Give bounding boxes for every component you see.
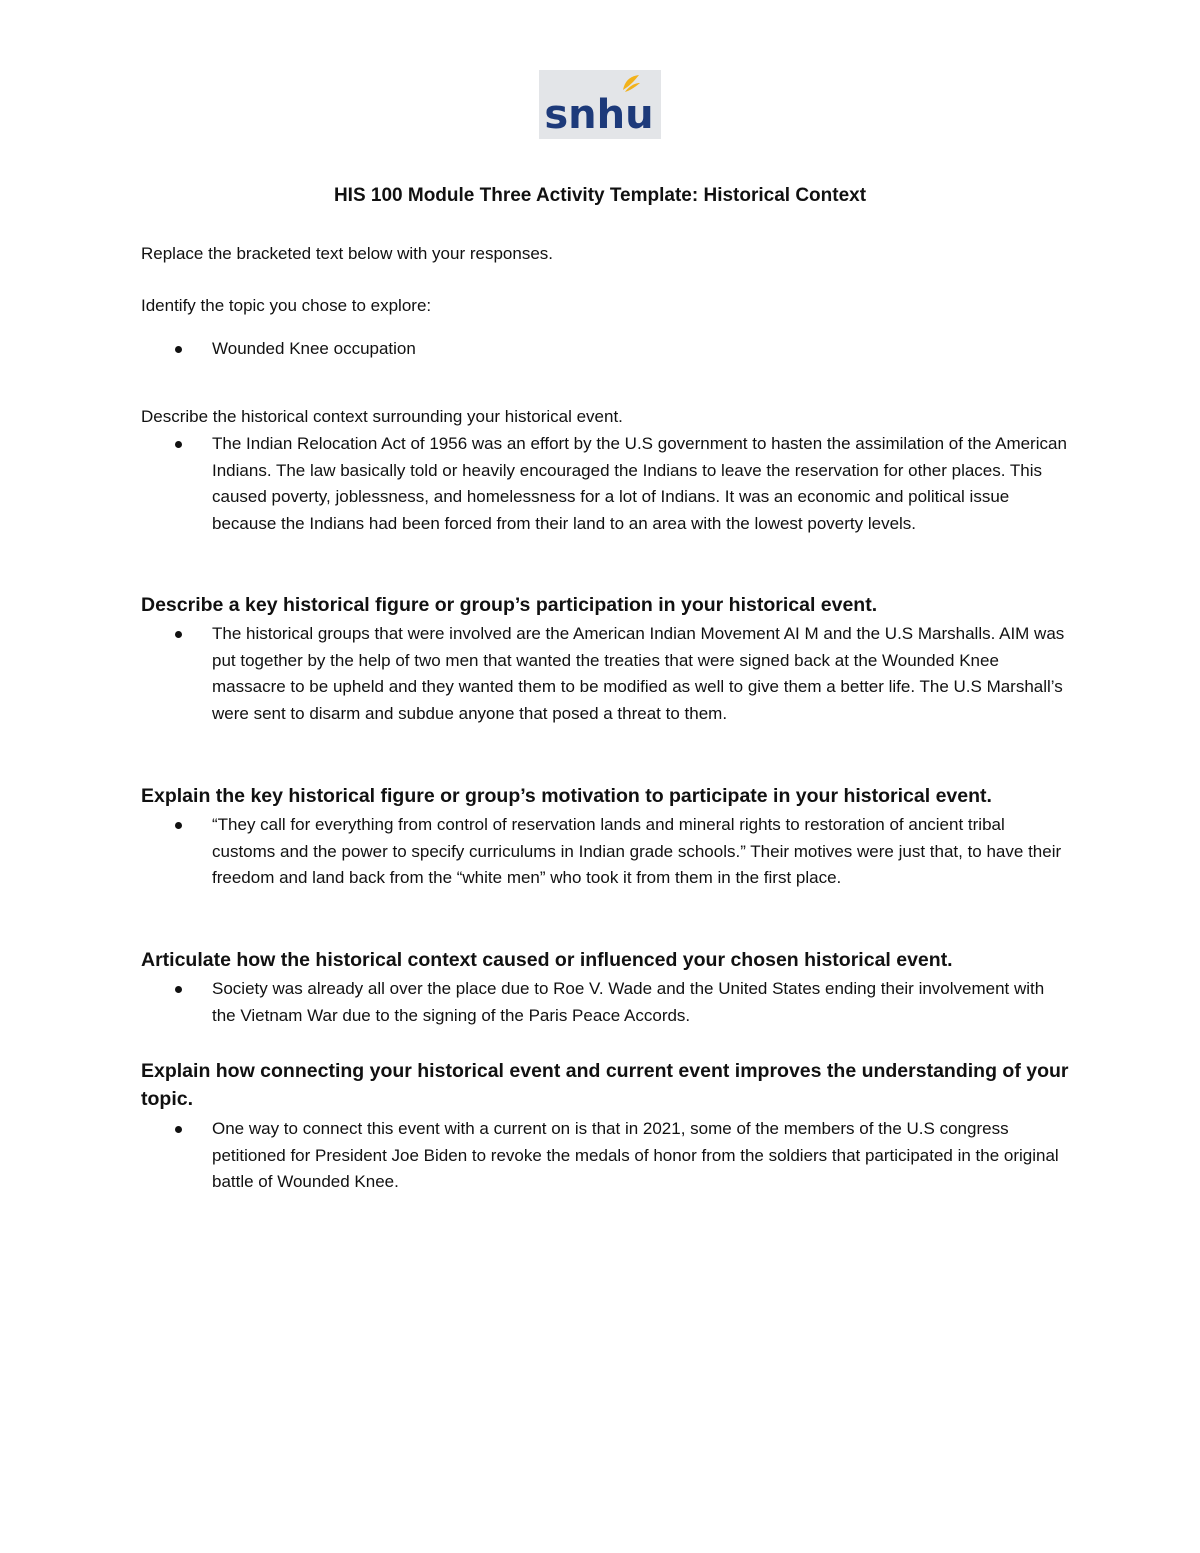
document-title: HIS 100 Module Three Activity Template: Historical Context — [333, 185, 867, 206]
list-item — [141, 812, 1071, 892]
section-prompt-context: Describe the historical context surrounding your historical event. — [141, 407, 623, 426]
section-prompt-topic: Identify the topic you chose to explore: — [141, 296, 432, 315]
list-item-text: Society was already all over the place due to Roe V. Wade and the United States ending their involvement with the Vietnam War due to the signing of the Paris Peace Accords. — [212, 979, 1045, 1025]
section-list-context — [141, 431, 1071, 537]
bullet-icon — [175, 986, 182, 993]
section-heading-motivation: Explain the key historical figure or group’s motivation to participate in your historical event. — [141, 785, 992, 807]
bullet-icon — [175, 441, 182, 448]
section-heading-connection: Explain how connecting your historical event and current event improves the understanding of your topic. — [141, 1060, 1069, 1110]
section-list-influence — [141, 976, 1071, 1029]
section-list-topic — [141, 336, 1071, 363]
list-item-text: “They call for everything from control of reservation lands and mineral rights to restoration of ancient tribal customs and the power to specify curriculums in Indian grade schools.” Their motives were just that, to have their freedom and land back from the “white men” who took it from them in the first place. — [212, 815, 1062, 887]
section-list-connection — [141, 1116, 1071, 1196]
section-heading-influence: Articulate how the historical context caused or influenced your chosen historical event. — [141, 949, 953, 971]
bullet-icon — [175, 631, 182, 638]
instruction-text: Replace the bracketed text below with your responses. — [141, 244, 554, 263]
list-item — [141, 336, 1071, 363]
list-item — [141, 1116, 1071, 1196]
logo-wordmark: snhu — [544, 92, 654, 138]
snhu-logo — [539, 70, 661, 139]
section-list-motivation — [141, 812, 1071, 892]
section-heading-participation: Describe a key historical figure or group’s participation in your historical event. — [141, 594, 878, 616]
list-item-text: The historical groups that were involved are the American Indian Movement AI M and the U.S Marshalls. AIM was put together by the help of two men that wanted the treaties that were signed back at the Wounded Knee massacre to be upheld and they wanted them to be modified as well to give them a better life. The U.S Marshall’s were sent to disarm and subdue anyone that posed a threat to them. — [212, 624, 1065, 723]
snhu-logo-mark — [539, 70, 661, 139]
list-item — [141, 431, 1071, 537]
section-list-participation — [141, 621, 1071, 727]
list-item-text: Wounded Knee occupation — [212, 339, 416, 358]
bullet-icon — [175, 822, 182, 829]
list-item — [141, 621, 1071, 727]
list-item-text: The Indian Relocation Act of 1956 was an effort by the U.S government to hasten the assimilation of the American Indians. The law basically told or heavily encouraged the Indians to leave the reservation for other places. This caused poverty, joblessness, and homelessness for a lot of Indians. It was an economic and political issue because the Indians had been forced from their land to an area with the lowest poverty levels. — [212, 434, 1067, 533]
list-item — [141, 976, 1071, 1029]
list-item-text: One way to connect this event with a current on is that in 2021, some of the members of the U.S congress petitioned for President Joe Biden to revoke the medals of honor from the soldiers that participated in the original battle of Wounded Knee. — [212, 1119, 1059, 1191]
bullet-icon — [175, 346, 182, 353]
bullet-icon — [175, 1126, 182, 1133]
